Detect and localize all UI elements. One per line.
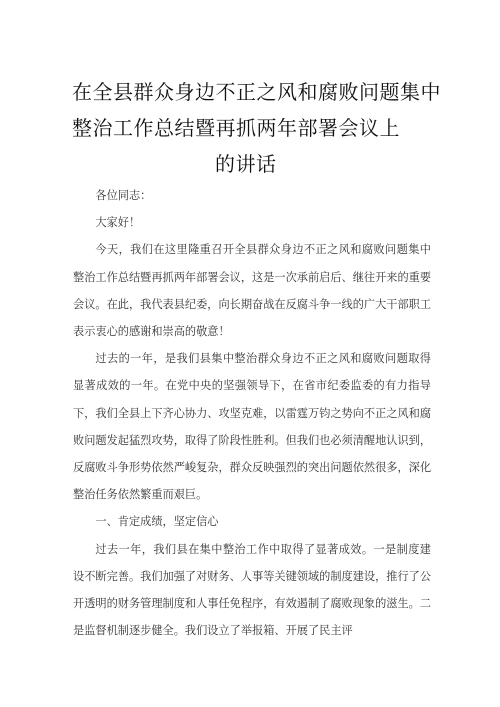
paragraph-1: 今天，我们在这里隆重召开全县群众身边不正之风和腐败问题集中整治工作总结暨再抓两年部署会议，这是一次承前启后、继往开来的重要会议。在此，我代表县纪委，向长期奋战在反腐斗争一线的广大干部职工表示衷心的感谢和崇高的敬意！ xyxy=(73,243,432,339)
greeting: 大家好！ xyxy=(95,216,141,230)
title-line-1: 在全县群众身边不正之风和腐败问题集中 xyxy=(72,80,441,104)
title-line-3: 的讲话 xyxy=(215,152,277,176)
document-body xyxy=(73,182,431,644)
paragraph-3: 过去一年，我们县在集中整治工作中取得了显著成效。一是制度建设不断完善。我们加强了对财务、人事等关键领域的制度建设，推行了公开透明的财务管理制度和人事任免程序，有效遏制了腐败现象的滋生。二是监督机制逐步健全。我们设立了举报箱、开展了民主评 xyxy=(73,542,432,638)
paragraph-2: 过去的一年，是我们县集中整治群众身边不正之风和腐败问题取得显著成效的一年。在党中央的坚强领导下，在省市纪委监委的有力指导下，我们全县上下齐心协力、攻坚克难，以雷霆万钧之势向不正之风和腐败问题发起猛烈攻势，取得了阶段性胜利。但我们也必须清醒地认识到，反腐败斗争形势依然严峻复杂，群众反映强烈的突出问题依然很多，深化整治任务依然繁重而艰巨。 xyxy=(73,352,432,502)
section-heading-1: 一、肯定成绩，坚定信心 xyxy=(95,515,219,529)
title-line-2: 整治工作总结暨再抓两年部署会议上 xyxy=(72,116,400,140)
salutation: 各位同志： xyxy=(95,189,152,202)
